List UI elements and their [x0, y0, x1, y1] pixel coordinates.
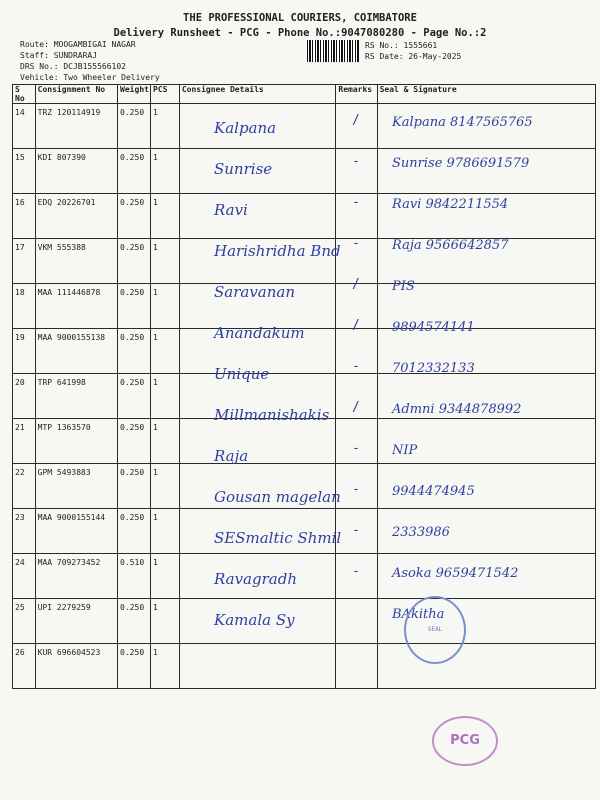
runsheet-subtitle: Delivery Runsheet - PCG - Phone No.:9047080280 - Page No.:2 [113, 27, 487, 39]
handwritten-signature: Kalpana 8147565765 [392, 115, 533, 130]
consignment-number-cell: GPM 5493883 [35, 464, 117, 509]
column-header: Consignment No [35, 85, 117, 104]
weight-cell: 0.250 [118, 599, 151, 644]
column-header: Remarks [336, 85, 377, 104]
weight-cell: 0.250 [118, 194, 151, 239]
serial-number-cell: 21 [13, 419, 36, 464]
pcs-cell: 1 [151, 194, 180, 239]
handwritten-consignee-name: Anandakum [214, 324, 305, 342]
remarks-cell [336, 599, 377, 644]
handwritten-signature: Asoka 9659471542 [392, 566, 519, 581]
rs-number: RS No.: 1555661 [365, 41, 438, 50]
pcg-stamp: PCG [432, 716, 498, 766]
route-text: Route: MOOGAMBIGAI NAGAR [20, 40, 136, 49]
table-row [13, 419, 596, 464]
column-header: Consignee Details [179, 85, 336, 104]
handwritten-consignee-name: Harishridha Bnd [214, 242, 341, 260]
column-header: Seal & Signature [377, 85, 595, 104]
weight-cell: 0.250 [118, 464, 151, 509]
consignment-number-cell: EDQ 20226701 [35, 194, 117, 239]
consignee-details-cell [179, 644, 336, 689]
handwritten-signature: Raja 9566642857 [392, 238, 509, 253]
pcs-cell: 1 [151, 599, 180, 644]
consignment-number-cell: MAA 111446878 [35, 284, 117, 329]
handwritten-signature: PIS [392, 279, 415, 294]
serial-number-cell: 26 [13, 644, 36, 689]
handwritten-remark: / [352, 318, 360, 333]
pcs-cell: 1 [151, 104, 180, 149]
pcs-cell: 1 [151, 464, 180, 509]
weight-cell: 0.510 [118, 554, 151, 599]
consignment-number-cell: MAA 9000155144 [35, 509, 117, 554]
consignment-number-cell: KUR 696604523 [35, 644, 117, 689]
pcs-cell: 1 [151, 149, 180, 194]
handwritten-remark: - [352, 564, 360, 579]
handwritten-signature: 7012332133 [392, 361, 475, 376]
handwritten-remark: / [352, 113, 360, 128]
handwritten-consignee-name: Sunrise [214, 160, 273, 178]
table-row [13, 644, 596, 689]
drs-text: DRS No.: DCJB155566102 [20, 62, 126, 71]
serial-number-cell: 19 [13, 329, 36, 374]
serial-number-cell: 16 [13, 194, 36, 239]
handwritten-consignee-name: Ravi [214, 201, 248, 219]
handwritten-consignee-name: Gousan magelan [214, 488, 341, 506]
handwritten-consignee-name: Kalpana [214, 119, 277, 137]
serial-number-cell: 22 [13, 464, 36, 509]
handwritten-remark: - [352, 523, 360, 538]
remarks-cell [336, 644, 377, 689]
consignment-number-cell: MTP 1363570 [35, 419, 117, 464]
handwritten-remark: - [352, 441, 360, 456]
consignment-number-cell: MAA 709273452 [35, 554, 117, 599]
serial-number-cell: 25 [13, 599, 36, 644]
handwritten-remark: / [352, 400, 360, 415]
handwritten-signature: 9894574141 [392, 320, 475, 335]
weight-cell: 0.250 [118, 239, 151, 284]
pcs-cell: 1 [151, 554, 180, 599]
barcode [307, 40, 359, 62]
handwritten-signature: Admni 9344878992 [392, 402, 522, 417]
serial-number-cell: 15 [13, 149, 36, 194]
handwritten-remark: - [352, 482, 360, 497]
seal-stamp: SEAL [404, 596, 466, 664]
handwritten-remark: - [352, 359, 360, 374]
serial-number-cell: 14 [13, 104, 36, 149]
consignment-number-cell: MAA 9000155138 [35, 329, 117, 374]
staff-text: Staff: SUNDRARAJ [20, 51, 98, 60]
page-title: THE PROFESSIONAL COURIERS, COIMBATORE [183, 12, 417, 24]
pcs-cell: 1 [151, 419, 180, 464]
handwritten-consignee-name: Millmanishakis [214, 406, 330, 424]
column-header: S No [13, 85, 36, 104]
handwritten-signature: 2333986 [392, 525, 450, 540]
table-row [13, 284, 596, 329]
pcs-cell: 1 [151, 329, 180, 374]
handwritten-consignee-name: Raja [214, 447, 249, 465]
handwritten-consignee-name: Unique [214, 365, 270, 383]
handwritten-signature: 9944474945 [392, 484, 475, 499]
consignee-details-cell [179, 419, 336, 464]
weight-cell: 0.250 [118, 644, 151, 689]
column-header: PCS [151, 85, 180, 104]
handwritten-remark: - [352, 236, 360, 251]
pcs-cell: 1 [151, 374, 180, 419]
consignment-number-cell: TRP 641998 [35, 374, 117, 419]
handwritten-consignee-name: Saravanan [214, 283, 296, 301]
pcs-cell: 1 [151, 239, 180, 284]
consignee-details-cell [179, 194, 336, 239]
handwritten-consignee-name: Kamala Sy [214, 611, 295, 629]
handwritten-signature: Sunrise 9786691579 [392, 156, 530, 171]
handwritten-consignee-name: SESmaltic Shmil [214, 529, 342, 547]
serial-number-cell: 24 [13, 554, 36, 599]
runsheet-table [12, 84, 596, 689]
consignment-number-cell: KDI 807390 [35, 149, 117, 194]
handwritten-remark: - [352, 195, 360, 210]
table-header-row [13, 85, 596, 104]
serial-number-cell: 17 [13, 239, 36, 284]
pcs-cell: 1 [151, 644, 180, 689]
weight-cell: 0.250 [118, 509, 151, 554]
weight-cell: 0.250 [118, 374, 151, 419]
serial-number-cell: 23 [13, 509, 36, 554]
vehicle-text: Vehicle: Two Wheeler Delivery [20, 73, 160, 82]
consignment-number-cell: UPI 2279259 [35, 599, 117, 644]
serial-number-cell: 20 [13, 374, 36, 419]
handwritten-signature: NIP [392, 443, 418, 458]
column-header: Weight [118, 85, 151, 104]
pcs-cell: 1 [151, 284, 180, 329]
serial-number-cell: 18 [13, 284, 36, 329]
weight-cell: 0.250 [118, 329, 151, 374]
consignment-number-cell: TRZ 120114919 [35, 104, 117, 149]
consignment-number-cell: VKM 555388 [35, 239, 117, 284]
pcs-cell: 1 [151, 509, 180, 554]
weight-cell: 0.250 [118, 149, 151, 194]
table-row [13, 599, 596, 644]
weight-cell: 0.250 [118, 419, 151, 464]
rs-date: RS Date: 26-May-2025 [365, 52, 462, 61]
handwritten-remark: - [352, 154, 360, 169]
handwritten-signature: BAkitha [392, 607, 445, 622]
handwritten-signature: Ravi 9842211554 [392, 197, 509, 212]
handwritten-consignee-name: Ravagradh [214, 570, 297, 588]
weight-cell: 0.250 [118, 284, 151, 329]
handwritten-remark: / [352, 277, 360, 292]
weight-cell: 0.250 [118, 104, 151, 149]
